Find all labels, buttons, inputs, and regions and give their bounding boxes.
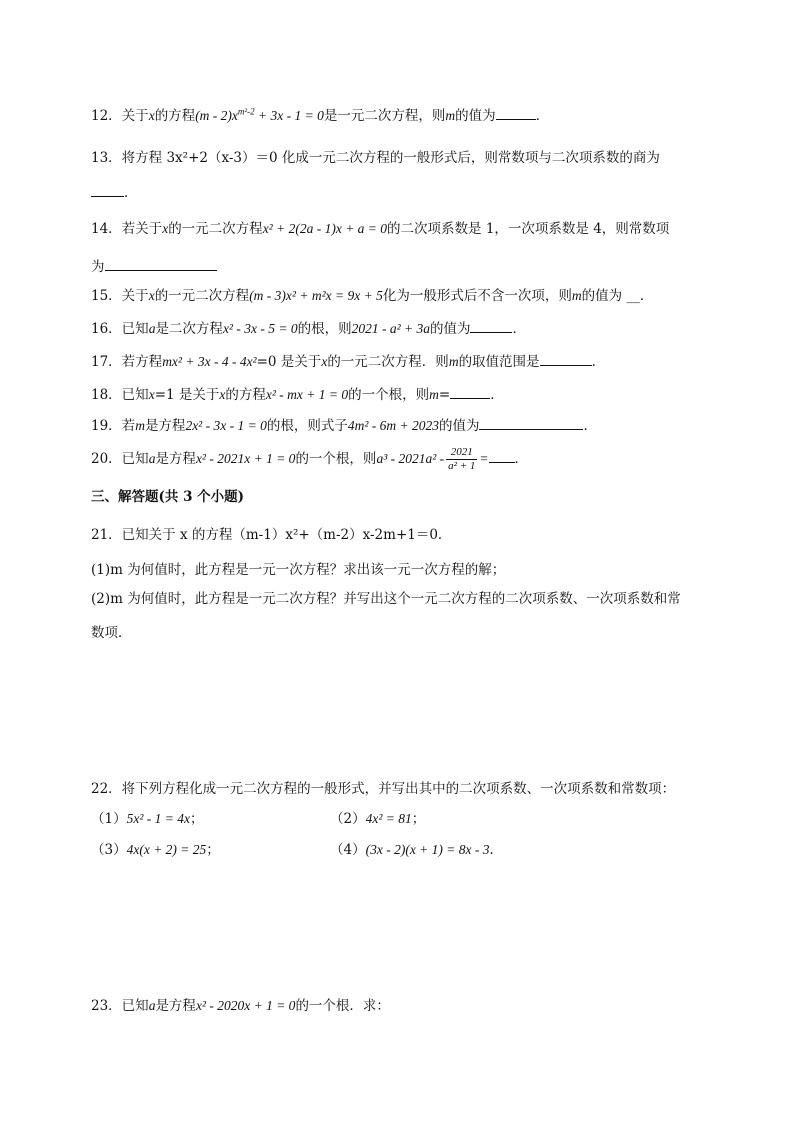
problem-18: 18．已知x=1 是关于x的方程x² - mx + 1 = 0的一个根，则m= ．	[91, 387, 504, 403]
answer-blank-16[interactable]	[470, 320, 512, 333]
section-title-3: 三、解答题(共 3 个小题)	[91, 489, 245, 505]
problem-21-q2-cont: 数项．	[91, 625, 132, 641]
problem-13-line2: ．	[91, 184, 138, 202]
answer-blank-14[interactable]	[105, 258, 217, 271]
problem-21-q2: (2)m 为何值时，此方程是一元二次方程？并写出这个一元二次方程的二次项系数、一次项系数和常	[91, 591, 681, 607]
problem-14: 14．若关于x的一元二次方程x² + 2(2a - 1)x + a = 0的二次项系数是 1，一次项系数是 4，则常数项	[91, 221, 670, 237]
problem-22-item-2: （2）4x² = 81；	[330, 811, 426, 827]
problem-13: 13．将方程 3x²+2（x-3）＝0 化成一元二次方程的一般形式后，则常数项与二次项系数的商为	[91, 150, 660, 166]
problem-20: 20．已知a是方程x² - 2021x + 1 = 0的一个根，则a³ - 2021a² - $\frac{2021}{\text{a² + 1}}$ = ．	[91, 446, 529, 472]
answer-blank-13[interactable]	[91, 184, 124, 197]
answer-blank-15[interactable]: __	[626, 288, 640, 304]
problem-22-item-1: （1）5x² - 1 = 4x；	[91, 811, 204, 827]
answer-blank-20[interactable]	[489, 450, 515, 463]
fraction: $\frac{2021}{\text{a² + 1}}$	[448, 446, 476, 472]
problem-19: 19．若m是方程2x² - 3x - 1 = 0的根，则式子4m² - 6m + 2023的值为 ．	[91, 418, 597, 434]
answer-blank-12[interactable]	[496, 107, 536, 120]
problem-22: 22．将下列方程化成一元二次方程的一般形式，并写出其中的二次项系数、一次项系数和常数项：	[91, 781, 676, 797]
problem-21: 21．已知关于 x 的方程（m-1）x²+（m-2）x-2m+1＝0．	[91, 527, 452, 543]
problem-12: 12．关于x的方程$(m - 2)x^{m^2-2} + 3x - 1 = 0$是一元二次方程，则m的值为 ．	[91, 106, 550, 124]
answer-blank-17[interactable]	[540, 353, 592, 366]
problem-22-item-4: （4）(3x - 2)(x + 1) = 8x - 3．	[330, 842, 504, 858]
problem-23: 23．已知a是方程x² - 2020x + 1 = 0的一个根．求：	[91, 998, 390, 1014]
problem-17: 17．若方程mx² + 3x - 4 - 4x²=0 是关于x的一元二次方程．则m的取值范围是 ．	[91, 354, 606, 370]
problem-16: 16．已知a是二次方程x² - 3x - 5 = 0的根，则2021 - a² + 3a的值为 ．	[91, 321, 526, 337]
problem-21-q1: (1)m 为何值时，此方程是一元一次方程？求出该一元一次方程的解；	[91, 562, 506, 578]
problem-22-item-3: （3）4x(x + 2) = 25；	[91, 842, 220, 858]
problem-14-line2: 为	[91, 258, 217, 276]
answer-blank-18[interactable]	[450, 386, 490, 399]
answer-blank-19[interactable]	[479, 417, 583, 430]
problem-15: 15．关于x的一元二次方程(m - 3)x² + m²x = 9x + 5化为一般形式后不含一次项，则m的值为 __．	[91, 288, 654, 304]
